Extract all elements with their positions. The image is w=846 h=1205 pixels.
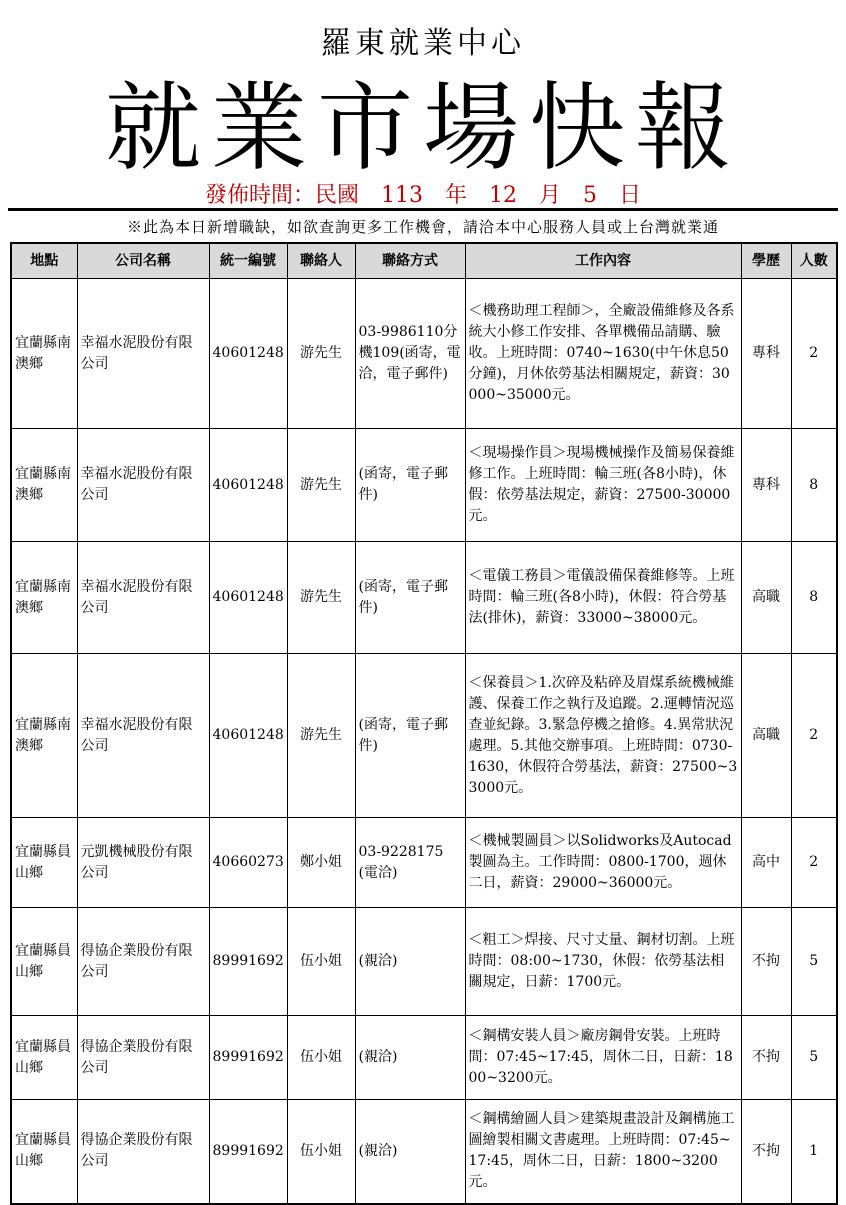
cell-tax-id: 40601248 [209, 654, 287, 818]
cell-company: 得協企業股份有限公司 [77, 1016, 209, 1100]
table-row [11, 1016, 837, 1100]
cell-contact: 伍小姐 [287, 1016, 355, 1100]
header-company: 公司名稱 [77, 243, 209, 279]
cell-headcount: 2 [791, 818, 837, 908]
cell-education: 不拘 [741, 1016, 791, 1100]
cell-job-description: ＜機械製圖員＞以Solidworks及Autocad製圖為主。工作時間：0800-1700，週休二日，薪資：29000~36000元。 [465, 818, 741, 908]
cell-location: 宜蘭縣員山鄉 [11, 1016, 77, 1100]
cell-headcount: 8 [791, 542, 837, 654]
header-tax-id: 統一編號 [209, 243, 287, 279]
cell-contact-method: (函寄，電子郵件) [355, 429, 465, 542]
cell-location: 宜蘭縣南澳鄉 [11, 542, 77, 654]
cell-company: 得協企業股份有限公司 [77, 1100, 209, 1204]
table-row [11, 818, 837, 908]
cell-education: 專科 [741, 429, 791, 542]
publish-date: 發佈時間：民國 113 年 12 月 5 日 [205, 183, 641, 208]
cell-company: 得協企業股份有限公司 [77, 908, 209, 1016]
cell-contact-method: 03-9228175(電洽) [355, 818, 465, 908]
cell-location: 宜蘭縣南澳鄉 [11, 279, 77, 429]
cell-contact: 游先生 [287, 542, 355, 654]
cell-contact: 伍小姐 [287, 1100, 355, 1204]
cell-tax-id: 40660273 [209, 818, 287, 908]
cell-tax-id: 89991692 [209, 1016, 287, 1100]
cell-tax-id: 40601248 [209, 542, 287, 654]
cell-company: 幸福水泥股份有限公司 [77, 654, 209, 818]
cell-headcount: 2 [791, 279, 837, 429]
table-row [11, 1100, 837, 1204]
cell-contact-method: (親洽) [355, 908, 465, 1016]
cell-company: 幸福水泥股份有限公司 [77, 279, 209, 429]
cell-headcount: 1 [791, 1100, 837, 1204]
cell-company: 幸福水泥股份有限公司 [77, 429, 209, 542]
table-row [11, 654, 837, 818]
cell-education: 高中 [741, 818, 791, 908]
header-contact-method: 聯絡方式 [355, 243, 465, 279]
page-title: 就業市場快報 [105, 72, 741, 184]
table-row [11, 542, 837, 654]
cell-location: 宜蘭縣南澳鄉 [11, 654, 77, 818]
header-job-description: 工作內容 [465, 243, 741, 279]
cell-job-description: ＜現場操作員＞現場機械操作及簡易保養維修工作。上班時間：輪三班(各8小時)，休假：依勞基法規定，薪資：27500-30000元。 [465, 429, 741, 542]
cell-company: 元凱機械股份有限公司 [77, 818, 209, 908]
header-education: 學歷 [741, 243, 791, 279]
cell-job-description: ＜粗工＞焊接、尺寸丈量、鋼材切割。上班時間：08:00~1730，休假：依勞基法相關規定，日薪：1700元。 [465, 908, 741, 1016]
organization-name: 羅東就業中心 [321, 26, 525, 61]
cell-education: 不拘 [741, 1100, 791, 1204]
cell-education: 專科 [741, 279, 791, 429]
cell-contact-method: (親洽) [355, 1016, 465, 1100]
cell-job-description: ＜機務助理工程師＞，全廠設備維修及各系統大小修工作安排、各單機備品請購、驗收。上班時間：0740~1630(中午休息50分鐘)，月休依勞基法相關規定，薪資：30000~35000元。 [465, 279, 741, 429]
cell-headcount: 5 [791, 908, 837, 1016]
cell-contact-method: (函寄，電子郵件) [355, 654, 465, 818]
cell-location: 宜蘭縣南澳鄉 [11, 429, 77, 542]
cell-contact: 鄭小姐 [287, 818, 355, 908]
table-header-row [11, 243, 837, 279]
cell-location: 宜蘭縣員山鄉 [11, 818, 77, 908]
table-row [11, 279, 837, 429]
cell-tax-id: 40601248 [209, 279, 287, 429]
cell-job-description: ＜鋼構安裝人員＞廠房鋼骨安裝。上班時間：07:45~17:45，周休二日，日薪：1800~3200元。 [465, 1016, 741, 1100]
cell-job-description: ＜保養員＞1.次碎及粘碎及眉煤系統機械維護、保養工作之執行及追蹤。2.運轉情況巡查並紀錄。3.緊急停機之搶修。4.異常狀況處理。5.其他交辦事項。上班時間：0730-1630，休假符合勞基法，薪資：27500~33000元。 [465, 654, 741, 818]
header-contact: 聯絡人 [287, 243, 355, 279]
cell-job-description: ＜鋼構繪圖人員＞建築規畫設計及鋼構施工圖繪製相關文書處理。上班時間：07:45~17:45，周休二日，日薪：1800~3200元。 [465, 1100, 741, 1204]
cell-location: 宜蘭縣員山鄉 [11, 908, 77, 1016]
cell-tax-id: 89991692 [209, 1100, 287, 1204]
table-row [11, 908, 837, 1016]
header-location: 地點 [11, 243, 77, 279]
header-headcount: 人數 [791, 243, 837, 279]
cell-contact-method: (親洽) [355, 1100, 465, 1204]
notice-text: ※此為本日新增職缺，如欲查詢更多工作機會，請洽本中心服務人員或上台灣就業通 [126, 218, 719, 236]
cell-contact: 伍小姐 [287, 908, 355, 1016]
cell-headcount: 2 [791, 654, 837, 818]
cell-contact: 游先生 [287, 429, 355, 542]
cell-location: 宜蘭縣員山鄉 [11, 1100, 77, 1204]
cell-contact: 游先生 [287, 279, 355, 429]
table-row [11, 429, 837, 542]
cell-tax-id: 40601248 [209, 429, 287, 542]
cell-contact-method: 03-9986110分機109(函寄，電洽，電子郵件) [355, 279, 465, 429]
cell-tax-id: 89991692 [209, 908, 287, 1016]
job-listings-table [10, 242, 838, 1205]
cell-contact: 游先生 [287, 654, 355, 818]
cell-headcount: 5 [791, 1016, 837, 1100]
cell-education: 高職 [741, 542, 791, 654]
cell-contact-method: (函寄，電子郵件) [355, 542, 465, 654]
header-divider [8, 208, 838, 211]
cell-education: 高職 [741, 654, 791, 818]
cell-education: 不拘 [741, 908, 791, 1016]
cell-headcount: 8 [791, 429, 837, 542]
cell-job-description: ＜電儀工務員＞電儀設備保養維修等。上班時間：輪三班(各8小時)，休假：符合勞基法(排休)，薪資：33000~38000元。 [465, 542, 741, 654]
cell-company: 幸福水泥股份有限公司 [77, 542, 209, 654]
